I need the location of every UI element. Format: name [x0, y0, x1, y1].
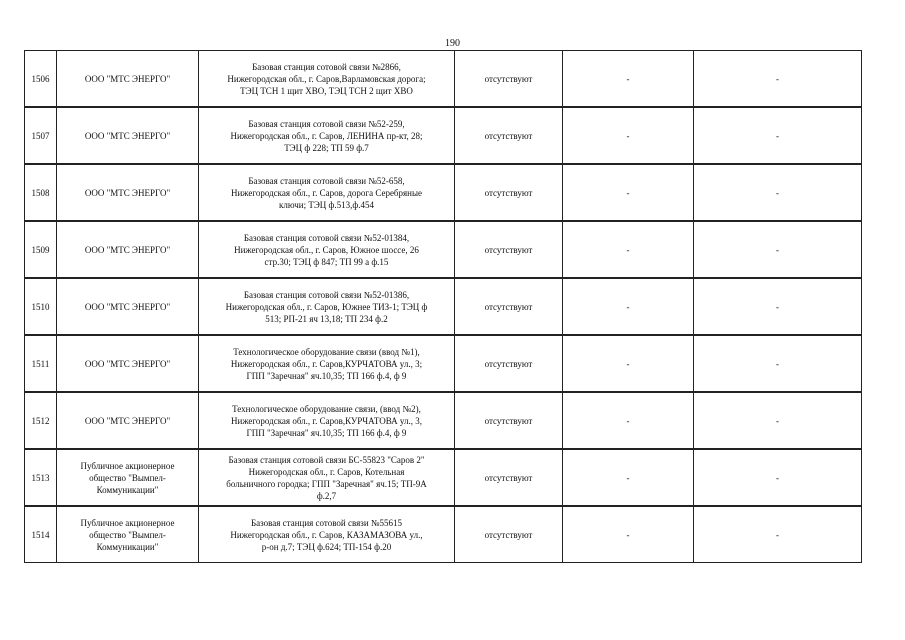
organization-line: Публичное акционерное — [80, 517, 175, 528]
organization-line: Коммуникации" — [96, 484, 159, 495]
row-number-cell: 1513 — [25, 449, 57, 506]
value-cell-a: - — [563, 278, 694, 335]
object-line: ГПП "Заречная" яч.10,35; ТП 166 ф.4, ф 9 — [246, 370, 407, 381]
object-line: ГПП "Заречная" яч.10,35; ТП 166 ф.4, ф 9 — [246, 427, 407, 438]
organization-cell: ООО "МТС ЭНЕРГО" — [57, 51, 199, 108]
object-line: Базовая станция сотовой связи №55615 — [251, 517, 402, 528]
organization-cell: ООО "МТС ЭНЕРГО" — [57, 392, 199, 449]
object-cell — [199, 506, 455, 563]
object-cell — [199, 335, 455, 392]
value-cell-b: - — [694, 164, 862, 221]
object-line: ф.2,7 — [316, 490, 337, 501]
object-line: Нижегородская обл., г. Саров, Южное шоссе, 26 — [234, 244, 419, 255]
organization-line: общество "Вымпел- — [89, 472, 166, 483]
object-line: 513; РП-21 яч 13,18; ТП 234 ф.2 — [265, 313, 388, 324]
value-cell-b: - — [694, 278, 862, 335]
value-cell-a: - — [563, 164, 694, 221]
value-cell-a: - — [563, 107, 694, 164]
value-cell-a: - — [563, 506, 694, 563]
value-cell-b: - — [694, 449, 862, 506]
registry-table-body — [25, 51, 862, 563]
meter-cell: отсутствуют — [455, 392, 563, 449]
organization-cell — [57, 449, 199, 506]
organization-cell — [57, 506, 199, 563]
row-number-cell: 1510 — [25, 278, 57, 335]
meter-cell: отсутствуют — [455, 164, 563, 221]
value-cell-b: - — [694, 51, 862, 108]
value-cell-b: - — [694, 107, 862, 164]
object-line: Технологическое оборудование связи, (ввод №2), — [232, 403, 421, 414]
row-number-cell: 1506 — [25, 51, 57, 108]
object-line: Нижегородская обл., г. Саров, Южнее ТИЗ-1; ТЭЦ ф — [225, 301, 428, 312]
object-line: ТЭЦ ТСН 1 щит ХВО, ТЭЦ ТСН 2 щит ХВО — [240, 85, 413, 96]
organization-cell: ООО "МТС ЭНЕРГО" — [57, 335, 199, 392]
object-cell — [199, 392, 455, 449]
table-row — [25, 278, 862, 335]
value-cell-a: - — [563, 449, 694, 506]
value-cell-b: - — [694, 392, 862, 449]
table-row — [25, 164, 862, 221]
object-cell — [199, 107, 455, 164]
object-line: больничного городка; ГПП "Заречная" яч.15; ТП-9А — [226, 478, 427, 489]
value-cell-b: - — [694, 506, 862, 563]
object-cell — [199, 278, 455, 335]
object-line: Технологическое оборудование связи (ввод №1), — [233, 346, 420, 357]
value-cell-a: - — [563, 221, 694, 278]
value-cell-a: - — [563, 392, 694, 449]
object-line: Нижегородская обл., г. Саров,КУРЧАТОВА ул., 3, — [231, 415, 422, 426]
object-cell — [199, 221, 455, 278]
meter-cell: отсутствуют — [455, 506, 563, 563]
object-line: Нижегородская обл., г. Саров,КУРЧАТОВА ул., 3; — [230, 358, 423, 369]
table-row — [25, 221, 862, 278]
object-line: Нижегородская обл., г. Саров, Котельная — [248, 466, 405, 477]
meter-cell: отсутствуют — [455, 51, 563, 108]
registry-table — [24, 50, 862, 563]
table-row — [25, 335, 862, 392]
table-row — [25, 449, 862, 506]
table-row — [25, 392, 862, 449]
object-line: Базовая станция сотовой связи №52-259, — [248, 118, 405, 129]
object-line: Базовая станция сотовой связи №52-658, — [248, 175, 405, 186]
object-line: Базовая станция сотовой связи БС-55823 "Саров 2" — [228, 454, 425, 465]
page-number: 190 — [445, 38, 460, 49]
row-number-cell: 1507 — [25, 107, 57, 164]
object-line: Нижегородская обл., г. Саров, дорога Серебряные — [230, 187, 423, 198]
value-cell-b: - — [694, 335, 862, 392]
object-line: Нижегородская обл., г. Саров,Варламовская дорога; — [227, 73, 426, 84]
organization-cell: ООО "МТС ЭНЕРГО" — [57, 278, 199, 335]
object-line: стр.30; ТЭЦ ф 847; ТП 99 а ф.15 — [264, 256, 389, 267]
table-row — [25, 107, 862, 164]
object-cell — [199, 449, 455, 506]
organization-line: Публичное акционерное — [80, 460, 175, 471]
organization-line: общество "Вымпел- — [89, 529, 166, 540]
meter-cell: отсутствуют — [455, 221, 563, 278]
value-cell-a: - — [563, 51, 694, 108]
value-cell-b: - — [694, 221, 862, 278]
object-line: Нижегородская обл., г. Саров, ЛЕНИНА пр-кт, 28; — [230, 130, 423, 141]
object-line: р-он д.7; ТЭЦ ф.624; ТП-154 ф.20 — [261, 541, 392, 552]
row-number-cell: 1509 — [25, 221, 57, 278]
row-number-cell: 1514 — [25, 506, 57, 563]
meter-cell: отсутствуют — [455, 335, 563, 392]
meter-cell: отсутствуют — [455, 449, 563, 506]
object-cell — [199, 51, 455, 108]
object-line: ТЭЦ ф 228; ТП 59 ф.7 — [284, 142, 369, 153]
object-line: Базовая станция сотовой связи №52-01384, — [243, 232, 410, 243]
table-row — [25, 506, 862, 563]
object-line: ключи; ТЭЦ ф.513,ф.454 — [279, 199, 374, 210]
meter-cell: отсутствуют — [455, 278, 563, 335]
row-number-cell: 1511 — [25, 335, 57, 392]
row-number-cell: 1512 — [25, 392, 57, 449]
organization-cell: ООО "МТС ЭНЕРГО" — [57, 107, 199, 164]
organization-cell: ООО "МТС ЭНЕРГО" — [57, 164, 199, 221]
object-line: Базовая станция сотовой связи №52-01386, — [243, 289, 410, 300]
organization-line: Коммуникации" — [96, 541, 159, 552]
value-cell-a: - — [563, 335, 694, 392]
object-line: Нижегородская обл., г. Саров, КАЗАМАЗОВА ул., — [230, 529, 423, 540]
row-number-cell: 1508 — [25, 164, 57, 221]
table-row — [25, 51, 862, 108]
organization-cell: ООО "МТС ЭНЕРГО" — [57, 221, 199, 278]
object-cell — [199, 164, 455, 221]
meter-cell: отсутствуют — [455, 107, 563, 164]
object-line: Базовая станция сотовой связи №2866, — [252, 61, 401, 72]
